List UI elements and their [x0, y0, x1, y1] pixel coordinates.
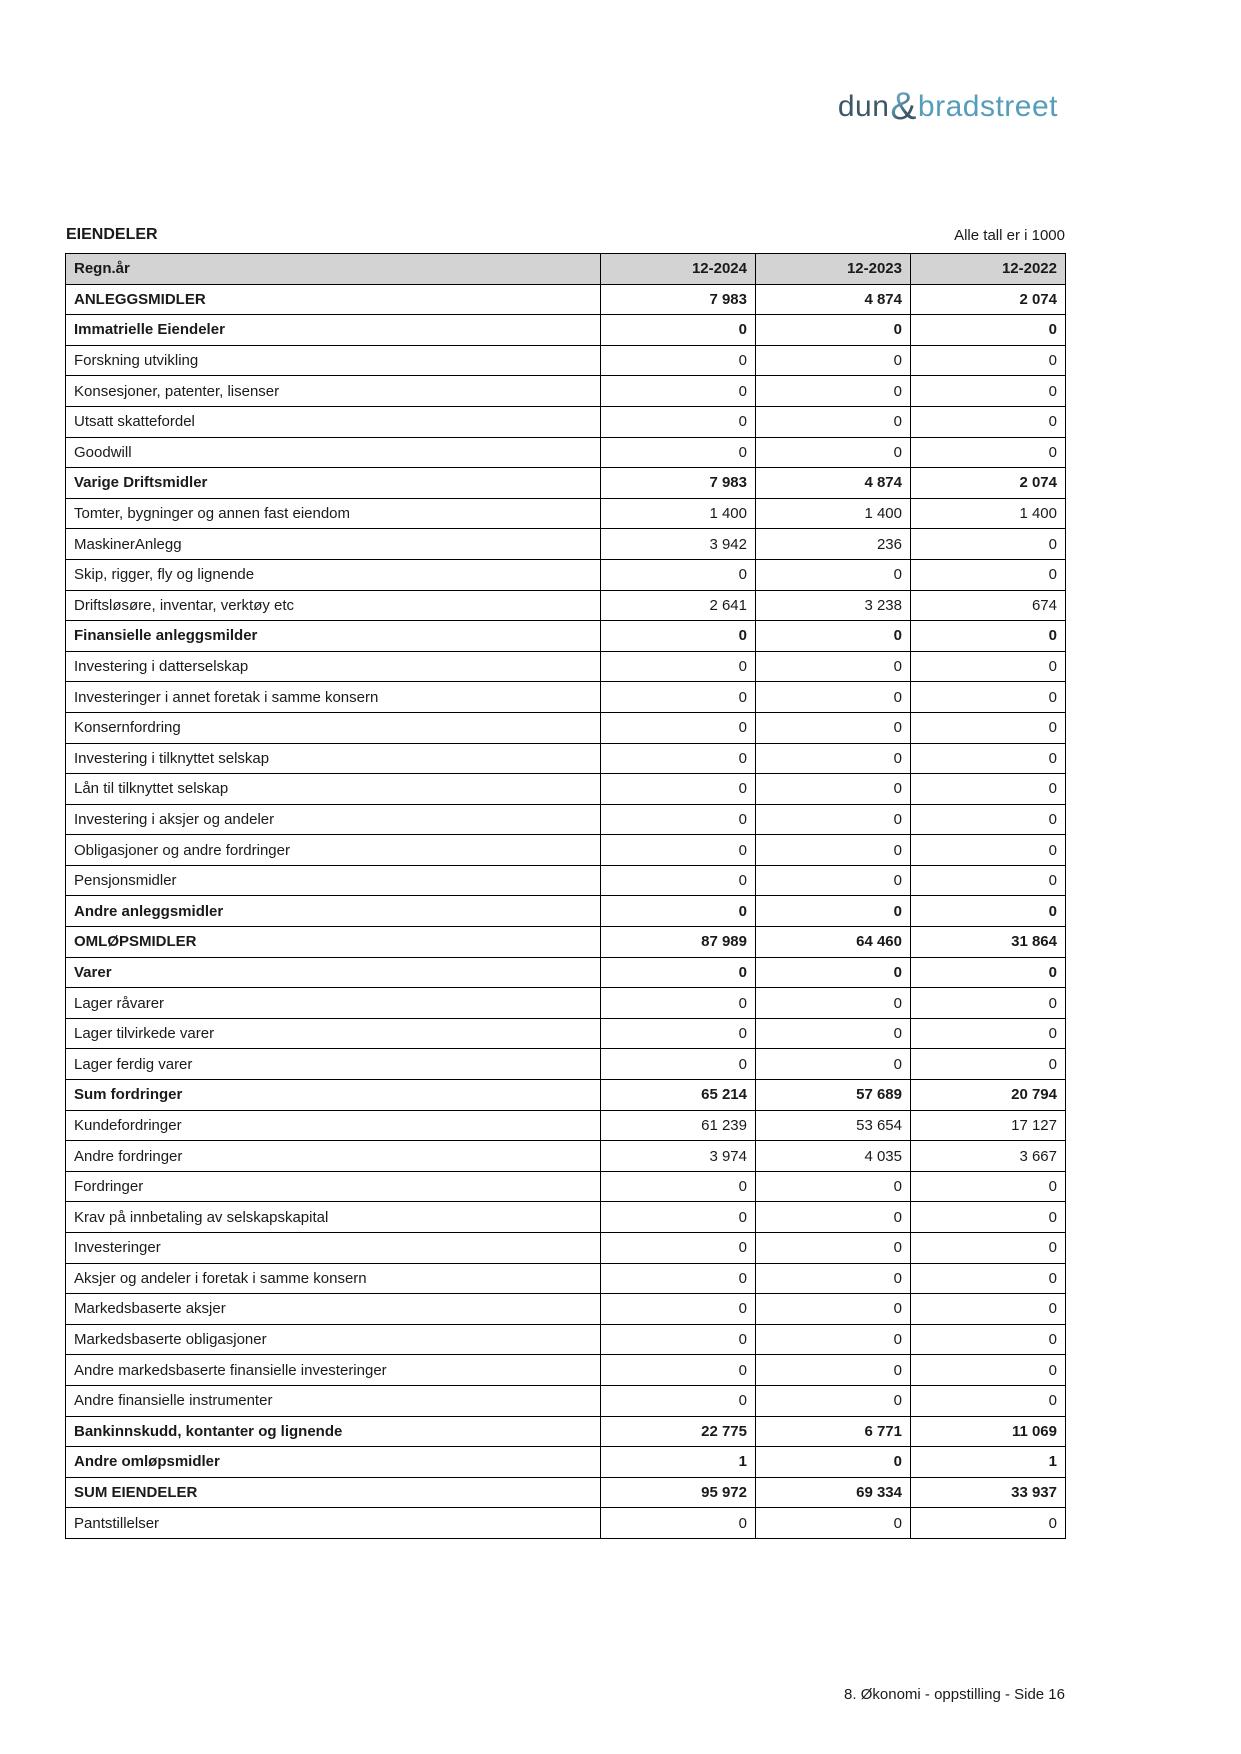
row-value: 0 — [911, 621, 1066, 652]
row-value: 0 — [756, 1233, 911, 1264]
row-value: 3 667 — [911, 1141, 1066, 1172]
table-body — [66, 284, 1066, 1538]
row-value: 0 — [756, 315, 911, 346]
row-label: Pantstillelser — [66, 1508, 601, 1539]
row-label: ANLEGGSMIDLER — [66, 284, 601, 315]
row-value: 0 — [601, 345, 756, 376]
row-label: Andre finansielle instrumenter — [66, 1385, 601, 1416]
row-value: 0 — [911, 1508, 1066, 1539]
row-value: 0 — [911, 1049, 1066, 1080]
row-value: 0 — [911, 1171, 1066, 1202]
row-value: 64 460 — [756, 927, 911, 958]
row-value: 0 — [601, 1355, 756, 1386]
row-value: 0 — [911, 1324, 1066, 1355]
row-value: 0 — [756, 988, 911, 1019]
row-label: Driftsløsøre, inventar, verktøy etc — [66, 590, 601, 621]
row-value: 0 — [911, 437, 1066, 468]
row-value: 0 — [911, 1294, 1066, 1325]
row-value: 1 — [601, 1447, 756, 1478]
table-row — [66, 835, 1066, 866]
row-value: 0 — [601, 712, 756, 743]
row-value: 0 — [601, 804, 756, 835]
table-row — [66, 1233, 1066, 1264]
table-row — [66, 1508, 1066, 1539]
row-value: 0 — [756, 1324, 911, 1355]
row-value: 0 — [911, 988, 1066, 1019]
table-row — [66, 468, 1066, 499]
row-value: 0 — [756, 865, 911, 896]
table-row — [66, 621, 1066, 652]
row-label: Varige Driftsmidler — [66, 468, 601, 499]
row-value: 0 — [756, 835, 911, 866]
table-row — [66, 1202, 1066, 1233]
table-row — [66, 1110, 1066, 1141]
row-value: 2 641 — [601, 590, 756, 621]
table-row — [66, 988, 1066, 1019]
row-value: 65 214 — [601, 1080, 756, 1111]
table-row — [66, 743, 1066, 774]
row-label: Immatrielle Eiendeler — [66, 315, 601, 346]
table-row — [66, 1477, 1066, 1508]
row-value: 0 — [756, 712, 911, 743]
row-value: 4 874 — [756, 468, 911, 499]
row-value: 0 — [601, 1263, 756, 1294]
row-label: Finansielle anleggsmilder — [66, 621, 601, 652]
logo-text-dun: dun — [837, 90, 890, 123]
row-value: 0 — [756, 1294, 911, 1325]
table-row — [66, 774, 1066, 805]
row-value: 17 127 — [911, 1110, 1066, 1141]
table-row — [66, 1263, 1066, 1294]
row-value: 0 — [601, 621, 756, 652]
row-label: Andre fordringer — [66, 1141, 601, 1172]
row-value: 7 983 — [601, 284, 756, 315]
row-label: Kundefordringer — [66, 1110, 601, 1141]
row-value: 3 942 — [601, 529, 756, 560]
table-row — [66, 1294, 1066, 1325]
table-row — [66, 345, 1066, 376]
row-value: 0 — [756, 559, 911, 590]
row-value: 0 — [601, 1508, 756, 1539]
row-label: Markedsbaserte obligasjoner — [66, 1324, 601, 1355]
table-row — [66, 927, 1066, 958]
row-value: 0 — [756, 1385, 911, 1416]
row-value: 1 400 — [756, 498, 911, 529]
row-value: 0 — [756, 1049, 911, 1080]
row-label: Andre anleggsmidler — [66, 896, 601, 927]
table-row — [66, 1447, 1066, 1478]
row-value: 0 — [756, 621, 911, 652]
row-label: Sum fordringer — [66, 1080, 601, 1111]
row-value: 0 — [601, 315, 756, 346]
table-row — [66, 651, 1066, 682]
table-row — [66, 1049, 1066, 1080]
logo-text-bradstreet: bradstreet — [917, 90, 1058, 123]
row-label: Bankinnskudd, kontanter og lignende — [66, 1416, 601, 1447]
row-label: Konsesjoner, patenter, lisenser — [66, 376, 601, 407]
row-label: Investering i tilknyttet selskap — [66, 743, 601, 774]
row-value: 0 — [911, 835, 1066, 866]
table-row — [66, 315, 1066, 346]
row-value: 0 — [601, 835, 756, 866]
row-value: 0 — [911, 865, 1066, 896]
table-row — [66, 1355, 1066, 1386]
assets-table — [65, 253, 1066, 1539]
table-row — [66, 682, 1066, 713]
col-header-regnar: Regn.år — [66, 254, 601, 285]
row-value: 95 972 — [601, 1477, 756, 1508]
row-value: 0 — [911, 957, 1066, 988]
row-value: 0 — [756, 896, 911, 927]
row-label: Investering i datterselskap — [66, 651, 601, 682]
units-note: Alle tall er i 1000 — [954, 227, 1065, 244]
row-value: 0 — [601, 988, 756, 1019]
row-value: 0 — [911, 406, 1066, 437]
row-label: Pensjonsmidler — [66, 865, 601, 896]
row-label: Goodwill — [66, 437, 601, 468]
row-label: MaskinerAnlegg — [66, 529, 601, 560]
row-label: OMLØPSMIDLER — [66, 927, 601, 958]
row-value: 4 874 — [756, 284, 911, 315]
row-value: 0 — [756, 1171, 911, 1202]
table-row — [66, 559, 1066, 590]
row-label: Lån til tilknyttet selskap — [66, 774, 601, 805]
row-label: Andre markedsbaserte finansielle investeringer — [66, 1355, 601, 1386]
row-value: 0 — [601, 1294, 756, 1325]
table-row — [66, 1018, 1066, 1049]
row-value: 0 — [911, 774, 1066, 805]
table-row — [66, 1171, 1066, 1202]
row-label: Forskning utvikling — [66, 345, 601, 376]
table-row — [66, 529, 1066, 560]
row-label: Investering i aksjer og andeler — [66, 804, 601, 835]
page-footer: 8. Økonomi - oppstilling - Side 16 — [844, 1686, 1065, 1703]
row-label: Lager råvarer — [66, 988, 601, 1019]
dun-bradstreet-logo — [838, 82, 1058, 126]
row-value: 0 — [601, 651, 756, 682]
row-value: 0 — [756, 682, 911, 713]
row-label: Lager ferdig varer — [66, 1049, 601, 1080]
row-value: 0 — [756, 437, 911, 468]
row-value: 2 074 — [911, 468, 1066, 499]
row-value: 0 — [911, 1385, 1066, 1416]
row-value: 0 — [911, 896, 1066, 927]
row-value: 0 — [601, 1049, 756, 1080]
row-value: 53 654 — [756, 1110, 911, 1141]
row-value: 0 — [911, 682, 1066, 713]
row-value: 0 — [911, 1018, 1066, 1049]
row-value: 0 — [601, 774, 756, 805]
row-value: 0 — [601, 376, 756, 407]
row-value: 0 — [601, 1202, 756, 1233]
row-value: 0 — [911, 1202, 1066, 1233]
logo-ampersand-icon: & — [890, 85, 917, 128]
table-row — [66, 498, 1066, 529]
row-value: 0 — [911, 1233, 1066, 1264]
row-value: 0 — [756, 743, 911, 774]
table-row — [66, 1416, 1066, 1447]
col-header-2024: 12-2024 — [601, 254, 756, 285]
row-value: 0 — [756, 774, 911, 805]
row-label: Skip, rigger, fly og lignende — [66, 559, 601, 590]
row-value: 1 — [911, 1447, 1066, 1478]
table-row — [66, 1141, 1066, 1172]
row-label: Andre omløpsmidler — [66, 1447, 601, 1478]
row-value: 0 — [911, 376, 1066, 407]
row-value: 1 400 — [601, 498, 756, 529]
row-value: 0 — [911, 712, 1066, 743]
row-label: Krav på innbetaling av selskapskapital — [66, 1202, 601, 1233]
col-header-2022: 12-2022 — [911, 254, 1066, 285]
row-value: 7 983 — [601, 468, 756, 499]
row-value: 33 937 — [911, 1477, 1066, 1508]
row-label: Investeringer i annet foretak i samme konsern — [66, 682, 601, 713]
table-row — [66, 437, 1066, 468]
row-value: 3 238 — [756, 590, 911, 621]
row-value: 0 — [756, 406, 911, 437]
table-row — [66, 865, 1066, 896]
row-value: 0 — [601, 1018, 756, 1049]
row-value: 0 — [756, 804, 911, 835]
row-value: 0 — [756, 1447, 911, 1478]
row-value: 0 — [601, 865, 756, 896]
row-value: 0 — [756, 651, 911, 682]
row-value: 0 — [911, 559, 1066, 590]
row-value: 2 074 — [911, 284, 1066, 315]
col-header-2023: 12-2023 — [756, 254, 911, 285]
row-value: 0 — [756, 957, 911, 988]
row-value: 0 — [601, 1233, 756, 1264]
table-row — [66, 896, 1066, 927]
row-label: Varer — [66, 957, 601, 988]
row-value: 20 794 — [911, 1080, 1066, 1111]
row-value: 0 — [911, 529, 1066, 560]
row-value: 236 — [756, 529, 911, 560]
row-value: 0 — [911, 1355, 1066, 1386]
table-row — [66, 284, 1066, 315]
row-value: 0 — [911, 315, 1066, 346]
row-label: Tomter, bygninger og annen fast eiendom — [66, 498, 601, 529]
row-value: 0 — [911, 1263, 1066, 1294]
table-row — [66, 406, 1066, 437]
row-value: 31 864 — [911, 927, 1066, 958]
row-value: 0 — [911, 345, 1066, 376]
row-value: 0 — [756, 1202, 911, 1233]
table-row — [66, 712, 1066, 743]
table-row — [66, 1385, 1066, 1416]
row-value: 0 — [601, 682, 756, 713]
table-row — [66, 1080, 1066, 1111]
row-label: Aksjer og andeler i foretak i samme konsern — [66, 1263, 601, 1294]
row-value: 0 — [911, 743, 1066, 774]
row-value: 0 — [756, 1355, 911, 1386]
row-value: 1 400 — [911, 498, 1066, 529]
row-value: 0 — [756, 1018, 911, 1049]
row-value: 0 — [911, 804, 1066, 835]
row-value: 0 — [601, 437, 756, 468]
row-value: 0 — [601, 1171, 756, 1202]
row-label: Utsatt skattefordel — [66, 406, 601, 437]
row-value: 0 — [601, 957, 756, 988]
row-value: 61 239 — [601, 1110, 756, 1141]
table-row — [66, 376, 1066, 407]
row-value: 0 — [601, 1324, 756, 1355]
table-row — [66, 804, 1066, 835]
row-label: Obligasjoner og andre fordringer — [66, 835, 601, 866]
page-title: EIENDELER — [66, 226, 158, 243]
row-value: 0 — [756, 1508, 911, 1539]
row-label: Investeringer — [66, 1233, 601, 1264]
row-value: 0 — [756, 376, 911, 407]
table-row — [66, 1324, 1066, 1355]
row-value: 0 — [756, 1263, 911, 1294]
row-value: 0 — [911, 651, 1066, 682]
table-row — [66, 590, 1066, 621]
row-label: Markedsbaserte aksjer — [66, 1294, 601, 1325]
table-row — [66, 957, 1066, 988]
row-label: Konsernfordring — [66, 712, 601, 743]
row-value: 87 989 — [601, 927, 756, 958]
row-value: 6 771 — [756, 1416, 911, 1447]
row-value: 0 — [601, 896, 756, 927]
row-value: 0 — [601, 1385, 756, 1416]
row-value: 0 — [601, 559, 756, 590]
row-value: 0 — [601, 406, 756, 437]
row-value: 4 035 — [756, 1141, 911, 1172]
row-value: 11 069 — [911, 1416, 1066, 1447]
row-value: 0 — [601, 743, 756, 774]
row-value: 3 974 — [601, 1141, 756, 1172]
row-value: 674 — [911, 590, 1066, 621]
row-label: Fordringer — [66, 1171, 601, 1202]
row-value: 69 334 — [756, 1477, 911, 1508]
table-header-row — [66, 254, 1066, 285]
row-value: 22 775 — [601, 1416, 756, 1447]
row-label: SUM EIENDELER — [66, 1477, 601, 1508]
row-value: 0 — [756, 345, 911, 376]
row-label: Lager tilvirkede varer — [66, 1018, 601, 1049]
row-value: 57 689 — [756, 1080, 911, 1111]
